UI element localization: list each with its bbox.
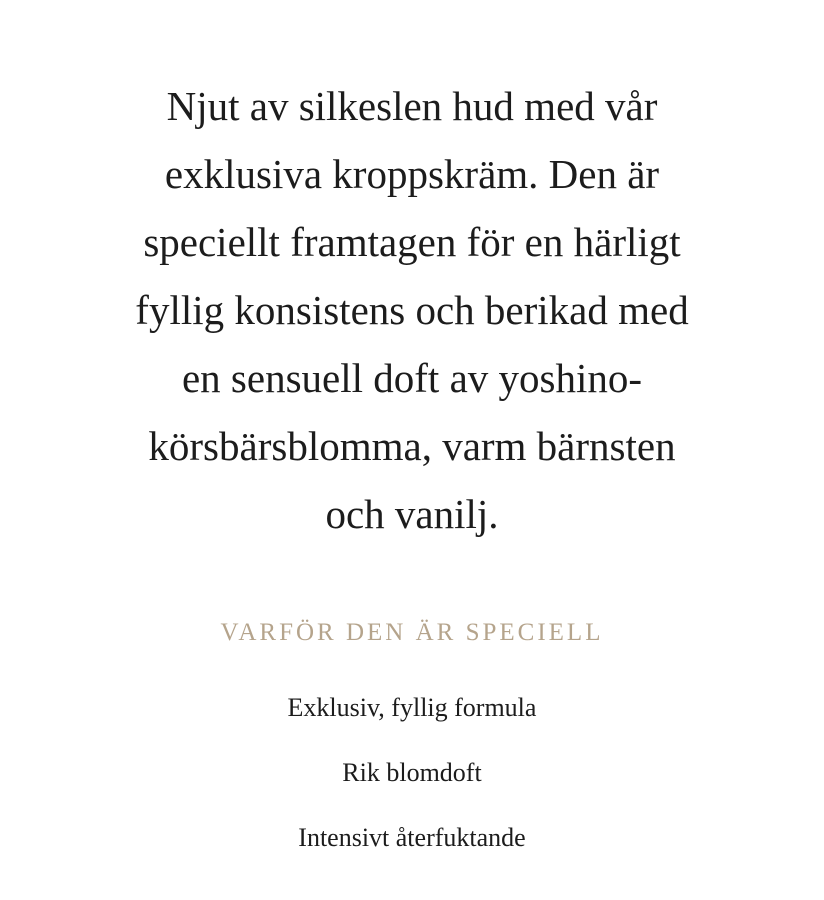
intro-line: speciellt framtagen för en härligt [143,219,681,265]
feature-list [0,692,824,887]
feature-item: Rik blomdoft [342,758,482,787]
feature-item: Intensivt återfuktande [298,823,526,852]
intro-line: och vanilj. [325,491,499,537]
feature-item: Exklusiv, fyllig formula [287,693,537,722]
intro-line: körsbärsblomma, varm bärnsten [148,423,676,469]
intro-line: Njut av silkeslen hud med vår [166,83,658,129]
section-heading: VARFÖR DEN ÄR SPECIELL [220,619,604,646]
intro-line: exklusiva kroppskräm. Den är [164,151,660,197]
intro-line: en sensuell doft av yoshino- [181,355,643,401]
intro-line: fyllig konsistens och berikad med [135,287,689,333]
intro-paragraph [92,72,732,548]
